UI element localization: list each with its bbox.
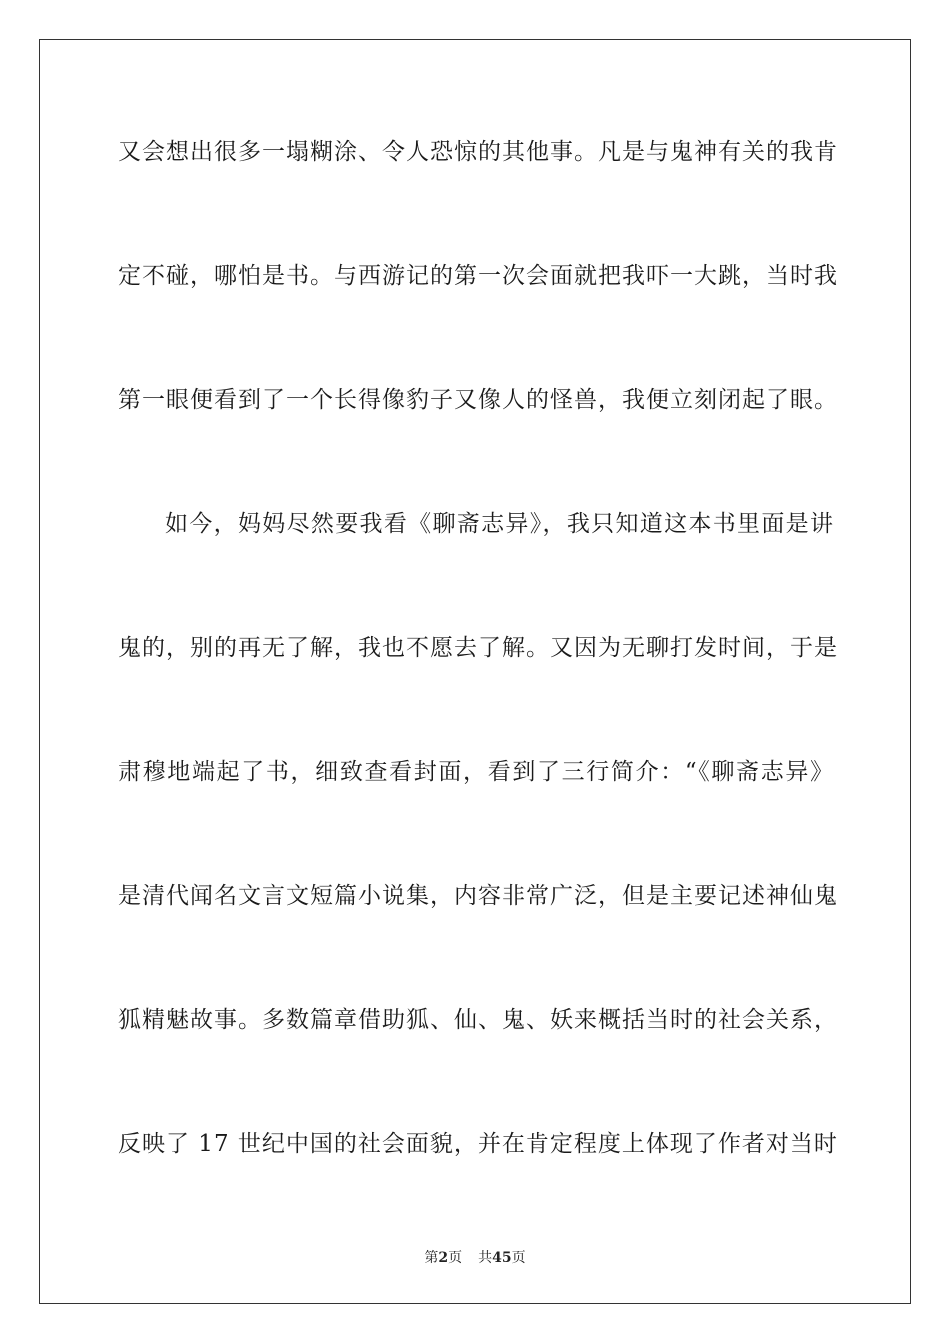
text-line-6: 肃穆地端起了书，细致查看封面，看到了三行简介：“《聊斋志异》	[118, 759, 834, 785]
page-number: 2	[438, 1250, 449, 1266]
text-line-5: 鬼的，别的再无了解，我也不愿去了解。又因为无聊打发时间，于是	[118, 635, 838, 661]
total-prefix: 共	[478, 1250, 493, 1266]
text-line-3: 第一眼便看到了一个长得像豹子又像人的怪兽，我便立刻闭起了眼。	[118, 387, 838, 413]
text-line-2: 定不碰，哪怕是书。与西游记的第一次会面就把我吓一大跳，当时我	[118, 263, 838, 289]
total-suffix: 页	[511, 1250, 526, 1266]
page-footer	[0, 1249, 950, 1267]
text-line-9: 反映了 17 世纪中国的社会面貌，并在肯定程度上体现了作者对当时	[118, 1131, 838, 1157]
page-prefix: 第	[424, 1250, 439, 1266]
page-suffix: 页	[448, 1250, 463, 1266]
page-border	[39, 39, 911, 1304]
text-line-7: 是清代闻名文言文短篇小说集，内容非常广泛，但是主要记述神仙鬼	[118, 883, 838, 909]
text-line-4-paragraph-start: 如今，妈妈尽然要我看《聊斋志异》，我只知道这本书里面是讲	[165, 511, 834, 537]
text-line-8: 狐精魅故事。多数篇章借助狐、仙、鬼、妖来概括当时的社会关系，	[118, 1007, 838, 1033]
total-pages: 45	[492, 1250, 512, 1266]
text-line-1: 又会想出很多一塌糊涂、令人恐惊的其他事。凡是与鬼神有关的我肯	[118, 139, 838, 165]
